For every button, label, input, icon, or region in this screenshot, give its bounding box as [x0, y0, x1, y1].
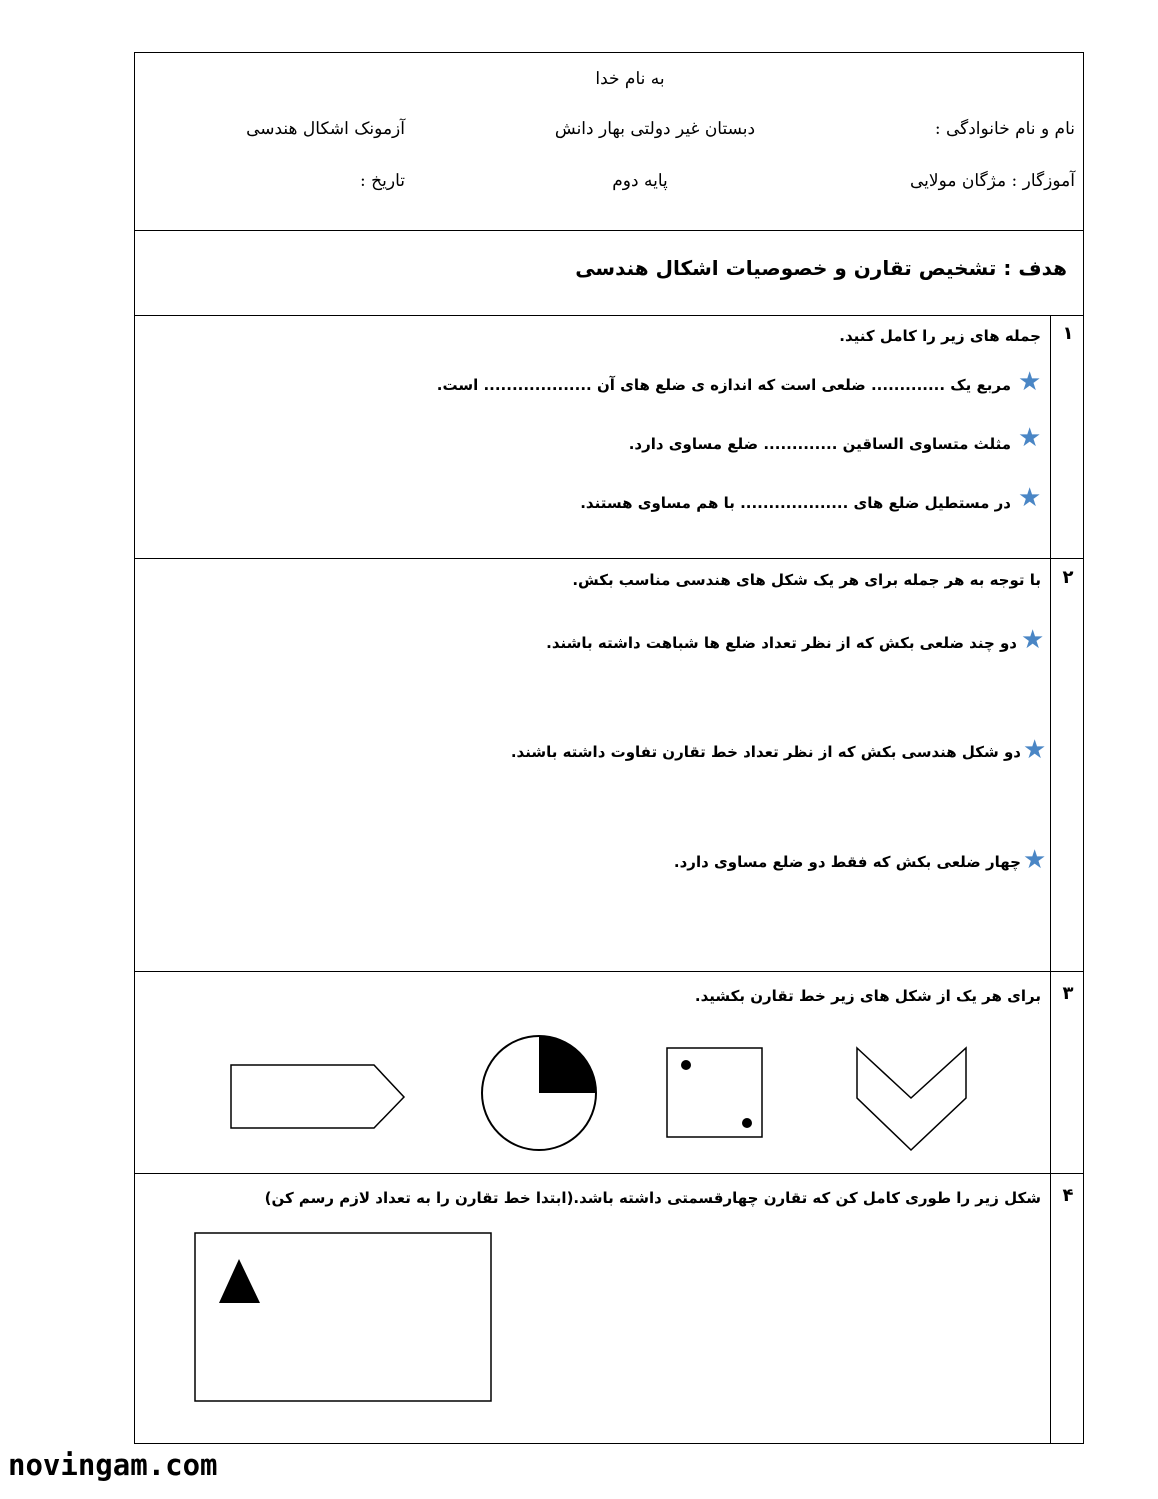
question-item: در مستطیل ضلع های ................... با هم مساوی هستند. [580, 494, 1011, 512]
circle-quarter-shape [482, 1036, 596, 1150]
question-number: ۱ [1062, 323, 1074, 344]
rectangle-triangle-shape [195, 1233, 491, 1401]
square-dots-shape [667, 1048, 762, 1137]
question-item: چهار ضلعی بکش که فقط دو ضلع مساوی دارد. [673, 853, 1021, 871]
question-item: دو چند ضلعی بکش که از نظر تعداد ضلع ها شباهت داشته باشند. [546, 634, 1017, 652]
question-number: ۳ [1062, 983, 1074, 1004]
question-prompt: شکل زیر را طوری کامل کن که تقارن چهارقسمتی داشته باشد.(ابتدا خط تقارن را به تعداد لازم رسم کن) [264, 1189, 1041, 1207]
star-icon: ★ [1023, 735, 1047, 765]
date-label: تاریخ : [360, 171, 405, 191]
chevron-shape [857, 1048, 966, 1150]
school-name: دبستان غیر دولتی بهار دانش [554, 119, 756, 139]
question-prompt: برای هر یک از شکل های زیر خط تقارن بکشید. [694, 987, 1041, 1005]
basmala: به نام خدا [595, 69, 665, 89]
exam-title: آزمونک اشکال هندسی [246, 119, 405, 139]
question-item: مثلث متساوی الساقین ............. ضلع مساوی دارد. [628, 435, 1011, 453]
watermark-logo: novingam.com [8, 1448, 218, 1482]
objective-heading: هدف : تشخیص تقارن و خصوصیات اشکال هندسی [575, 256, 1067, 280]
question-number: ۴ [1062, 1185, 1074, 1206]
star-icon: ★ [1018, 367, 1042, 397]
star-icon: ★ [1023, 845, 1047, 875]
teacher-name: آموزگار : مژگان مولایی [910, 171, 1075, 191]
star-icon: ★ [1018, 483, 1042, 513]
star-icon: ★ [1021, 625, 1045, 655]
star-icon: ★ [1018, 423, 1042, 453]
question-prompt: با توجه به هر جمله برای هر یک شکل های هندسی مناسب بکش. [572, 571, 1041, 589]
grade-label: پایه دوم [612, 171, 668, 191]
student-name-label: نام و نام خانوادگی : [934, 119, 1075, 139]
pentagon-arrow-shape [231, 1065, 404, 1128]
question-item: مربع یک ............. ضلعی است که اندازه ی ضلع های آن ................... است. [436, 376, 1011, 394]
question-item: دو شکل هندسی بکش که از نظر تعداد خط تقارن تفاوت داشته باشند. [510, 743, 1021, 761]
question-prompt: جمله های زیر را کامل کنید. [839, 327, 1041, 345]
question-number: ۲ [1062, 567, 1074, 588]
